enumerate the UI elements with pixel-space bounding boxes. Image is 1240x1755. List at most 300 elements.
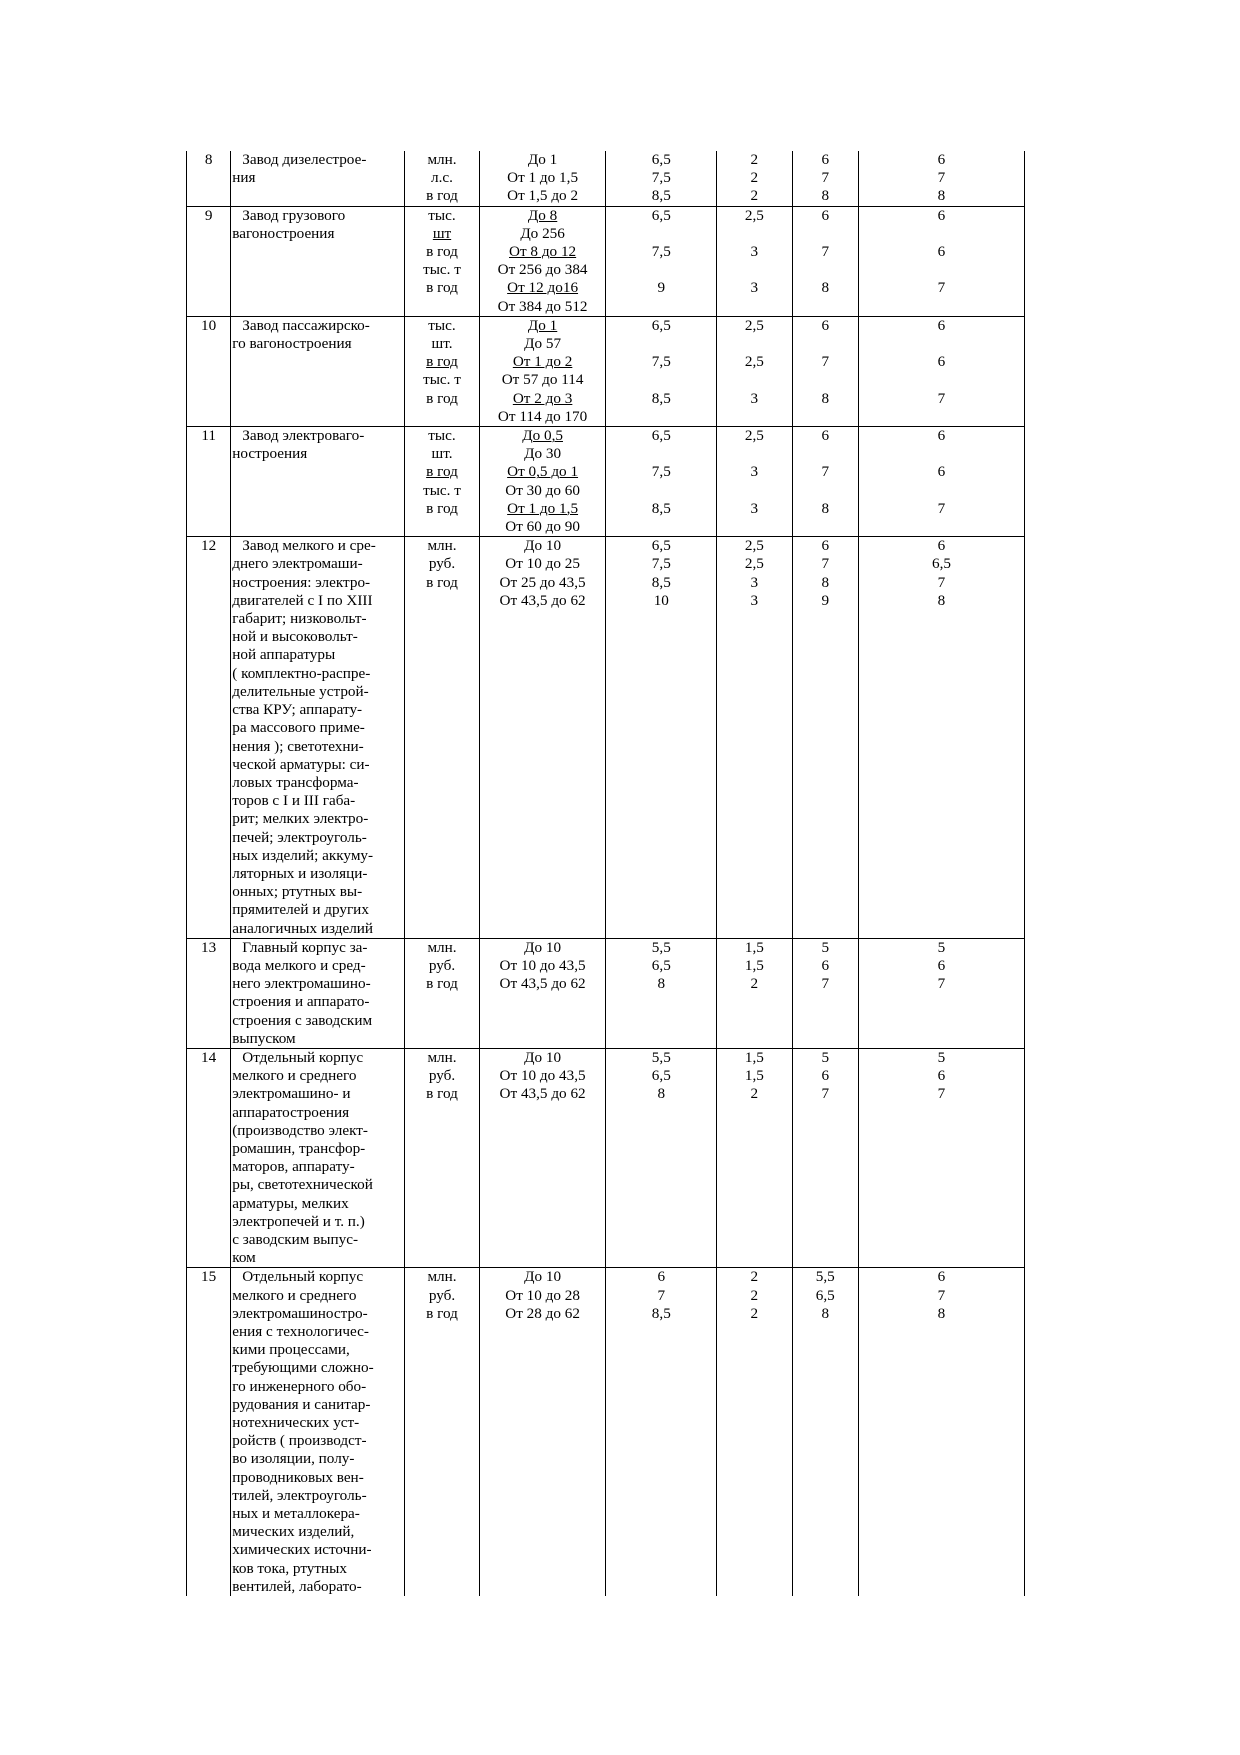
row-number <box>187 151 231 206</box>
capacity-range-line: До 57 <box>524 335 562 353</box>
capacity-unit <box>405 316 479 426</box>
table-row <box>187 938 1025 1048</box>
capacity-unit-line: шт. <box>431 335 453 353</box>
capacity-range-line: От 1 до 1,5 <box>507 499 579 517</box>
value-column-7 <box>792 151 858 206</box>
capacity-unit-line: млн. <box>427 537 457 555</box>
capacity-range-line: От 1,5 до 2 <box>507 187 579 205</box>
capacity-range-line: До 1 <box>527 151 558 168</box>
value-cell: 7 <box>821 975 830 993</box>
value-cell: 7 <box>821 463 830 481</box>
value-cell: 8 <box>657 1085 666 1103</box>
value-column-8 <box>858 537 1024 938</box>
capacity-unit-line: л.с. <box>431 169 453 187</box>
value-column-8 <box>858 316 1024 426</box>
enterprise-name-line: мелкого и среднего <box>232 1067 357 1085</box>
value-cell: 3 <box>750 573 759 591</box>
value-column-7 <box>792 316 858 426</box>
value-cell <box>794 261 857 279</box>
enterprise-name <box>231 151 405 206</box>
value-cell: 8 <box>937 591 946 609</box>
enterprise-name-line: аналогичных изделий <box>232 919 374 937</box>
table-row <box>187 427 1025 537</box>
enterprise-name-line: ностроения: электро- <box>232 573 371 591</box>
value-cell: 6 <box>937 956 946 974</box>
row-number-text: 10 <box>201 316 217 334</box>
value-cell: 6 <box>937 463 946 481</box>
capacity-range-line: От 8 до 12 <box>509 243 577 261</box>
value-cell: 8,5 <box>651 187 671 205</box>
enterprise-name-line: ра массового приме- <box>232 719 365 737</box>
table-row <box>187 316 1025 426</box>
capacity-range-line: От 256 до 384 <box>497 261 588 279</box>
value-column-6 <box>717 151 792 206</box>
value-column-8 <box>858 206 1024 316</box>
enterprise-name-line: ческой арматуры: си- <box>232 755 370 773</box>
value-cell: 1,5 <box>744 956 764 974</box>
capacity-range <box>479 151 606 206</box>
enterprise-name-line: прямителей и других <box>232 901 369 919</box>
value-cell: 8,5 <box>651 389 671 407</box>
value-cell <box>860 445 1023 463</box>
enterprise-name-line: электромашино- и <box>232 1085 351 1103</box>
value-cell: 8 <box>821 389 830 407</box>
value-cell: 7 <box>821 169 830 187</box>
value-cell: 2 <box>750 151 759 168</box>
capacity-unit-line: в год <box>426 243 458 261</box>
capacity-range-line: От 10 до 43,5 <box>499 1067 586 1085</box>
capacity-range-line: От 114 до 170 <box>497 407 588 425</box>
value-column-5 <box>606 938 717 1048</box>
value-cell: 7 <box>821 555 830 573</box>
value-cell: 8,5 <box>651 499 671 517</box>
value-cell: 6,5 <box>651 151 671 168</box>
value-column-5 <box>606 316 717 426</box>
value-cell: 2,5 <box>744 353 764 371</box>
enterprise-name-line: ловых трансформа- <box>232 773 359 791</box>
enterprise-name-line: двигателей с I по XIII <box>232 591 373 609</box>
value-cell <box>718 225 790 243</box>
value-cell: 7,5 <box>651 463 671 481</box>
capacity-unit-line: тыс. т <box>423 481 461 499</box>
enterprise-name-line: электромашиностро- <box>232 1304 368 1322</box>
capacity-range-line: От 43,5 до 62 <box>499 1085 586 1103</box>
enterprise-name-line: Завод пассажирско- <box>242 316 370 334</box>
value-cell: 6 <box>657 1268 666 1286</box>
value-cell: 6 <box>937 1067 946 1085</box>
enterprise-name-line: с заводским выпус- <box>232 1230 359 1248</box>
value-cell: 1,5 <box>744 1048 764 1066</box>
value-cell: 7,5 <box>651 243 671 260</box>
enterprise-name-line: го вагоностроения <box>232 335 352 353</box>
value-cell: 2 <box>750 1304 759 1322</box>
capacity-unit-line: шт <box>432 224 452 242</box>
row-number <box>187 1048 231 1267</box>
enterprise-name-line: ностроения <box>232 445 308 463</box>
value-cell: 2,5 <box>744 316 764 334</box>
value-column-5 <box>606 1048 717 1267</box>
value-cell: 7 <box>657 1286 666 1304</box>
value-cell: 8 <box>937 1304 946 1322</box>
value-cell: 2 <box>750 1268 759 1286</box>
value-cell: 6,5 <box>651 206 671 224</box>
value-cell <box>718 261 790 279</box>
enterprise-name <box>231 427 405 537</box>
capacity-range-line: От 2 до 3 <box>512 389 573 407</box>
value-cell: 1,5 <box>744 1067 764 1085</box>
capacity-range-line: От 0,5 до 1 <box>507 463 579 481</box>
enterprise-name-line: маторов, аппарату- <box>232 1158 355 1176</box>
capacity-unit-line: в год <box>426 187 458 205</box>
row-number-text: 8 <box>204 151 213 168</box>
value-column-5 <box>606 537 717 938</box>
value-cell: 5,5 <box>651 938 671 956</box>
value-column-7 <box>792 537 858 938</box>
value-column-7 <box>792 206 858 316</box>
enterprise-name <box>231 206 405 316</box>
value-cell: 8 <box>821 1304 830 1322</box>
row-number <box>187 316 231 426</box>
value-cell <box>718 445 790 463</box>
value-cell: 2,5 <box>744 206 764 224</box>
value-column-5 <box>606 427 717 537</box>
value-cell: 2,5 <box>744 427 764 445</box>
value-cell <box>860 335 1023 353</box>
value-cell: 5 <box>937 938 946 956</box>
value-cell: 2 <box>750 1085 759 1103</box>
value-cell <box>607 371 715 389</box>
enterprise-name-line: ройств ( производст- <box>232 1432 367 1450</box>
capacity-range-line: От 30 до 60 <box>505 481 580 499</box>
enterprise-name-line: аппаратостроения <box>232 1103 350 1121</box>
capacity-range-line: От 57 до 114 <box>501 371 584 389</box>
enterprise-name-line: ков тока, ртутных <box>232 1559 347 1577</box>
enterprise-name-line: вода мелкого и сред- <box>232 956 366 974</box>
capacity-range <box>479 938 606 1048</box>
enterprise-name-line: арматуры, мелких <box>232 1194 349 1212</box>
value-cell: 7 <box>937 389 946 407</box>
enterprise-name-line: ры, светотехнической <box>232 1176 373 1194</box>
value-cell <box>607 335 715 353</box>
value-cell: 8,5 <box>651 573 671 591</box>
table-row <box>187 1048 1025 1267</box>
enterprise-name-line: печей; электроуголь- <box>232 828 367 846</box>
capacity-unit-line: тыс. <box>428 427 456 445</box>
enterprise-name-line: го инженерного обо- <box>232 1377 367 1395</box>
value-cell: 6 <box>821 316 830 334</box>
enterprise-name-line: тилей, электроуголь- <box>232 1486 367 1504</box>
capacity-range <box>479 427 606 537</box>
capacity-unit-line: млн. <box>427 938 457 956</box>
enterprise-name-line: ной аппаратуры <box>232 646 336 664</box>
value-cell: 7,5 <box>651 169 671 187</box>
capacity-range <box>479 1268 606 1596</box>
row-number <box>187 938 231 1048</box>
capacity-range <box>479 206 606 316</box>
value-cell: 6,5 <box>651 427 671 445</box>
capacity-unit-line: в год <box>426 279 458 297</box>
value-cell: 6 <box>821 537 830 555</box>
table-body <box>187 151 1025 1596</box>
enterprise-name-line: кими процессами, <box>232 1341 350 1359</box>
enterprise-name-line: нения ); светотехни- <box>232 737 364 755</box>
capacity-range-line: До 10 <box>524 537 562 555</box>
value-column-8 <box>858 1268 1024 1596</box>
value-cell <box>794 335 857 353</box>
capacity-range-line: От 10 до 25 <box>505 555 580 573</box>
value-column-6 <box>717 316 792 426</box>
value-cell: 7 <box>821 243 830 260</box>
row-number <box>187 206 231 316</box>
enterprise-name-line: торов с I и III габа- <box>232 792 356 810</box>
value-cell <box>607 482 715 500</box>
capacity-range <box>479 316 606 426</box>
enterprise-name-line: делительные устрой- <box>232 682 369 700</box>
value-cell <box>860 371 1023 389</box>
value-cell <box>794 225 857 243</box>
enterprise-name-line: Отдельный корпус <box>242 1048 364 1066</box>
capacity-unit-line: руб. <box>428 1067 456 1085</box>
enterprise-name-line: ( комплектно-распре- <box>232 664 371 682</box>
capacity-unit-line: руб. <box>428 1286 456 1304</box>
capacity-unit <box>405 1048 479 1267</box>
capacity-range-line: От 60 до 90 <box>505 518 580 536</box>
row-number <box>187 537 231 938</box>
enterprise-name-line: строения с заводским <box>232 1011 373 1029</box>
enterprise-name <box>231 316 405 426</box>
capacity-range-line: До 10 <box>524 938 562 956</box>
value-cell: 7 <box>937 1286 946 1304</box>
value-column-6 <box>717 206 792 316</box>
enterprise-name-line: ромашин, трансфор- <box>232 1139 366 1157</box>
capacity-unit-line: руб. <box>428 555 456 573</box>
value-cell: 2 <box>750 1286 759 1304</box>
enterprise-name-line: (производство элект- <box>232 1121 368 1139</box>
capacity-range-line: До 10 <box>524 1268 562 1286</box>
enterprise-name-line: ния <box>232 169 256 187</box>
value-cell: 8 <box>821 573 830 591</box>
value-column-7 <box>792 1268 858 1596</box>
value-column-6 <box>717 1268 792 1596</box>
capacity-range-line: От 1 до 2 <box>512 353 573 371</box>
value-cell <box>794 445 857 463</box>
value-cell: 3 <box>750 591 759 609</box>
value-column-8 <box>858 151 1024 206</box>
capacity-range-line: От 25 до 43,5 <box>499 573 586 591</box>
enterprise-name-line: мелкого и среднего <box>232 1286 357 1304</box>
capacity-unit-line: в год <box>426 573 458 591</box>
capacity-unit <box>405 427 479 537</box>
capacity-unit-line: в год <box>426 389 458 407</box>
row-number <box>187 427 231 537</box>
value-cell: 8 <box>821 499 830 517</box>
enterprise-name-line: онных; ртутных вы- <box>232 883 363 901</box>
value-cell: 6 <box>821 206 830 224</box>
capacity-range-line: От 43,5 до 62 <box>499 975 586 993</box>
value-column-6 <box>717 1048 792 1267</box>
value-cell: 6 <box>937 427 946 445</box>
value-cell: 5,5 <box>815 1268 835 1286</box>
enterprise-name-line: химических источни- <box>232 1541 372 1559</box>
capacity-range-line: До 1 <box>527 316 558 334</box>
capacity-unit-line: тыс. т <box>423 371 461 389</box>
value-cell: 6 <box>937 206 946 224</box>
enterprise-name-line: вагоностроения <box>232 224 335 242</box>
value-cell: 6 <box>937 1268 946 1286</box>
row-number-text: 9 <box>204 206 213 224</box>
capacity-range-line: До 30 <box>524 445 562 463</box>
value-cell: 3 <box>750 463 759 481</box>
enterprise-name-line: нотехнических уст- <box>232 1414 360 1432</box>
enterprise-name-line: проводниковых вен- <box>232 1468 364 1486</box>
value-cell: 8 <box>821 279 830 297</box>
value-cell: 3 <box>750 389 759 407</box>
value-cell: 6 <box>821 1067 830 1085</box>
value-cell: 9 <box>821 591 830 609</box>
capacity-unit <box>405 1268 479 1596</box>
value-cell <box>607 445 715 463</box>
value-cell: 5 <box>821 938 830 956</box>
value-cell: 7 <box>937 975 946 993</box>
capacity-range-line: От 1 до 1,5 <box>507 169 579 187</box>
value-cell: 8 <box>937 187 946 205</box>
enterprise-name-line: габарит; низковольт- <box>232 610 367 628</box>
capacity-unit-line: в год <box>426 353 458 371</box>
value-cell: 6 <box>821 151 830 168</box>
value-cell: 7 <box>937 1085 946 1103</box>
capacity-range-line: До 8 <box>527 206 558 224</box>
value-column-6 <box>717 537 792 938</box>
capacity-range-line: От 10 до 28 <box>505 1286 580 1304</box>
capacity-unit-line: тыс. <box>428 206 456 224</box>
value-cell: 2,5 <box>744 537 764 555</box>
value-cell: 6,5 <box>651 316 671 334</box>
enterprise-name-line: Завод грузового <box>242 206 346 224</box>
value-cell <box>718 371 790 389</box>
enterprise-name <box>231 938 405 1048</box>
enterprise-name-line: электропечей и т. п.) <box>232 1212 365 1230</box>
enterprise-name <box>231 537 405 938</box>
value-column-7 <box>792 1048 858 1267</box>
value-column-5 <box>606 151 717 206</box>
table-row <box>187 537 1025 938</box>
value-cell <box>607 225 715 243</box>
value-column-5 <box>606 1268 717 1596</box>
capacity-unit-line: в год <box>426 1304 458 1322</box>
table-row <box>187 151 1025 206</box>
value-column-7 <box>792 427 858 537</box>
capacity-range-line: До 0,5 <box>522 427 563 445</box>
enterprise-name-line: Завод мелкого и сре- <box>242 537 376 555</box>
value-cell: 3 <box>750 279 759 297</box>
value-cell: 6 <box>821 956 830 974</box>
enterprise-name-line: Главный корпус за- <box>242 938 368 956</box>
value-cell: 6 <box>821 427 830 445</box>
value-cell: 7 <box>937 573 946 591</box>
row-number-text: 11 <box>201 427 216 445</box>
table-row <box>187 1268 1025 1596</box>
capacity-unit-line: в год <box>426 463 458 481</box>
value-cell: 8 <box>821 187 830 205</box>
value-cell <box>607 261 715 279</box>
capacity-range <box>479 1048 606 1267</box>
value-cell: 6,5 <box>931 555 951 573</box>
value-cell: 2,5 <box>744 555 764 573</box>
value-cell: 7,5 <box>651 353 671 371</box>
capacity-unit-line: шт. <box>431 445 453 463</box>
value-cell: 6 <box>937 353 946 371</box>
enterprise-name-line: ства КРУ; аппарату- <box>232 701 363 719</box>
row-number-text: 15 <box>201 1268 217 1286</box>
enterprise-name-line: ком <box>232 1249 256 1267</box>
value-cell: 10 <box>653 591 669 609</box>
enterprise-name-line: требующими сложно- <box>232 1359 374 1377</box>
enterprise-name-line: вентилей, лаборато- <box>232 1577 362 1595</box>
capacity-unit-line: руб. <box>428 956 456 974</box>
value-cell: 3 <box>750 243 759 260</box>
enterprise-name-line: Завод дизелестрое- <box>242 151 367 168</box>
capacity-unit-line: в год <box>426 1085 458 1103</box>
capacity-unit-line: в год <box>426 975 458 993</box>
value-cell <box>860 261 1023 279</box>
enterprise-name-line: ляторных и изоляци- <box>232 864 368 882</box>
value-cell: 8 <box>657 975 666 993</box>
value-cell: 7 <box>937 279 946 297</box>
enterprise-name-line: рудования и санитар- <box>232 1395 371 1413</box>
value-cell: 6 <box>937 151 946 168</box>
value-cell: 6 <box>937 537 946 555</box>
value-cell <box>718 482 790 500</box>
enterprise-name-line: строения и аппарато- <box>232 993 370 1011</box>
value-cell: 8,5 <box>651 1304 671 1322</box>
value-cell: 5,5 <box>651 1048 671 1066</box>
enterprise-name-line: Завод электроваго- <box>242 427 365 445</box>
value-column-5 <box>606 206 717 316</box>
capacity-unit <box>405 537 479 938</box>
row-number-text: 12 <box>201 537 217 555</box>
capacity-unit <box>405 151 479 206</box>
value-cell <box>718 335 790 353</box>
value-cell: 7,5 <box>651 555 671 573</box>
capacity-unit-line: тыс. т <box>423 261 461 279</box>
value-cell: 7 <box>937 499 946 517</box>
table-row <box>187 206 1025 316</box>
value-column-6 <box>717 938 792 1048</box>
enterprise-name-line: рит; мелких электро- <box>232 810 369 828</box>
value-column-8 <box>858 938 1024 1048</box>
value-cell: 7 <box>821 1085 830 1103</box>
capacity-range-line: От 12 до16 <box>507 279 579 297</box>
value-cell <box>860 225 1023 243</box>
row-number <box>187 1268 231 1596</box>
value-column-7 <box>792 938 858 1048</box>
value-column-8 <box>858 1048 1024 1267</box>
capacity-range <box>479 537 606 938</box>
value-cell: 5 <box>821 1048 830 1066</box>
capacity-unit-line: млн. <box>427 1048 457 1066</box>
value-cell: 6,5 <box>815 1286 835 1304</box>
enterprise-name-line: ных и металлокера- <box>232 1505 360 1523</box>
value-cell: 7 <box>821 353 830 371</box>
enterprise-name-line: во изоляции, полу- <box>232 1450 355 1468</box>
value-cell: 5 <box>937 1048 946 1066</box>
value-cell: 6,5 <box>651 956 671 974</box>
value-column-6 <box>717 427 792 537</box>
capacity-range-line: От 43,5 до 62 <box>499 591 586 609</box>
enterprise-name-line: него электромашино- <box>232 975 371 993</box>
row-number-text: 13 <box>201 938 217 956</box>
value-cell: 9 <box>657 279 666 297</box>
